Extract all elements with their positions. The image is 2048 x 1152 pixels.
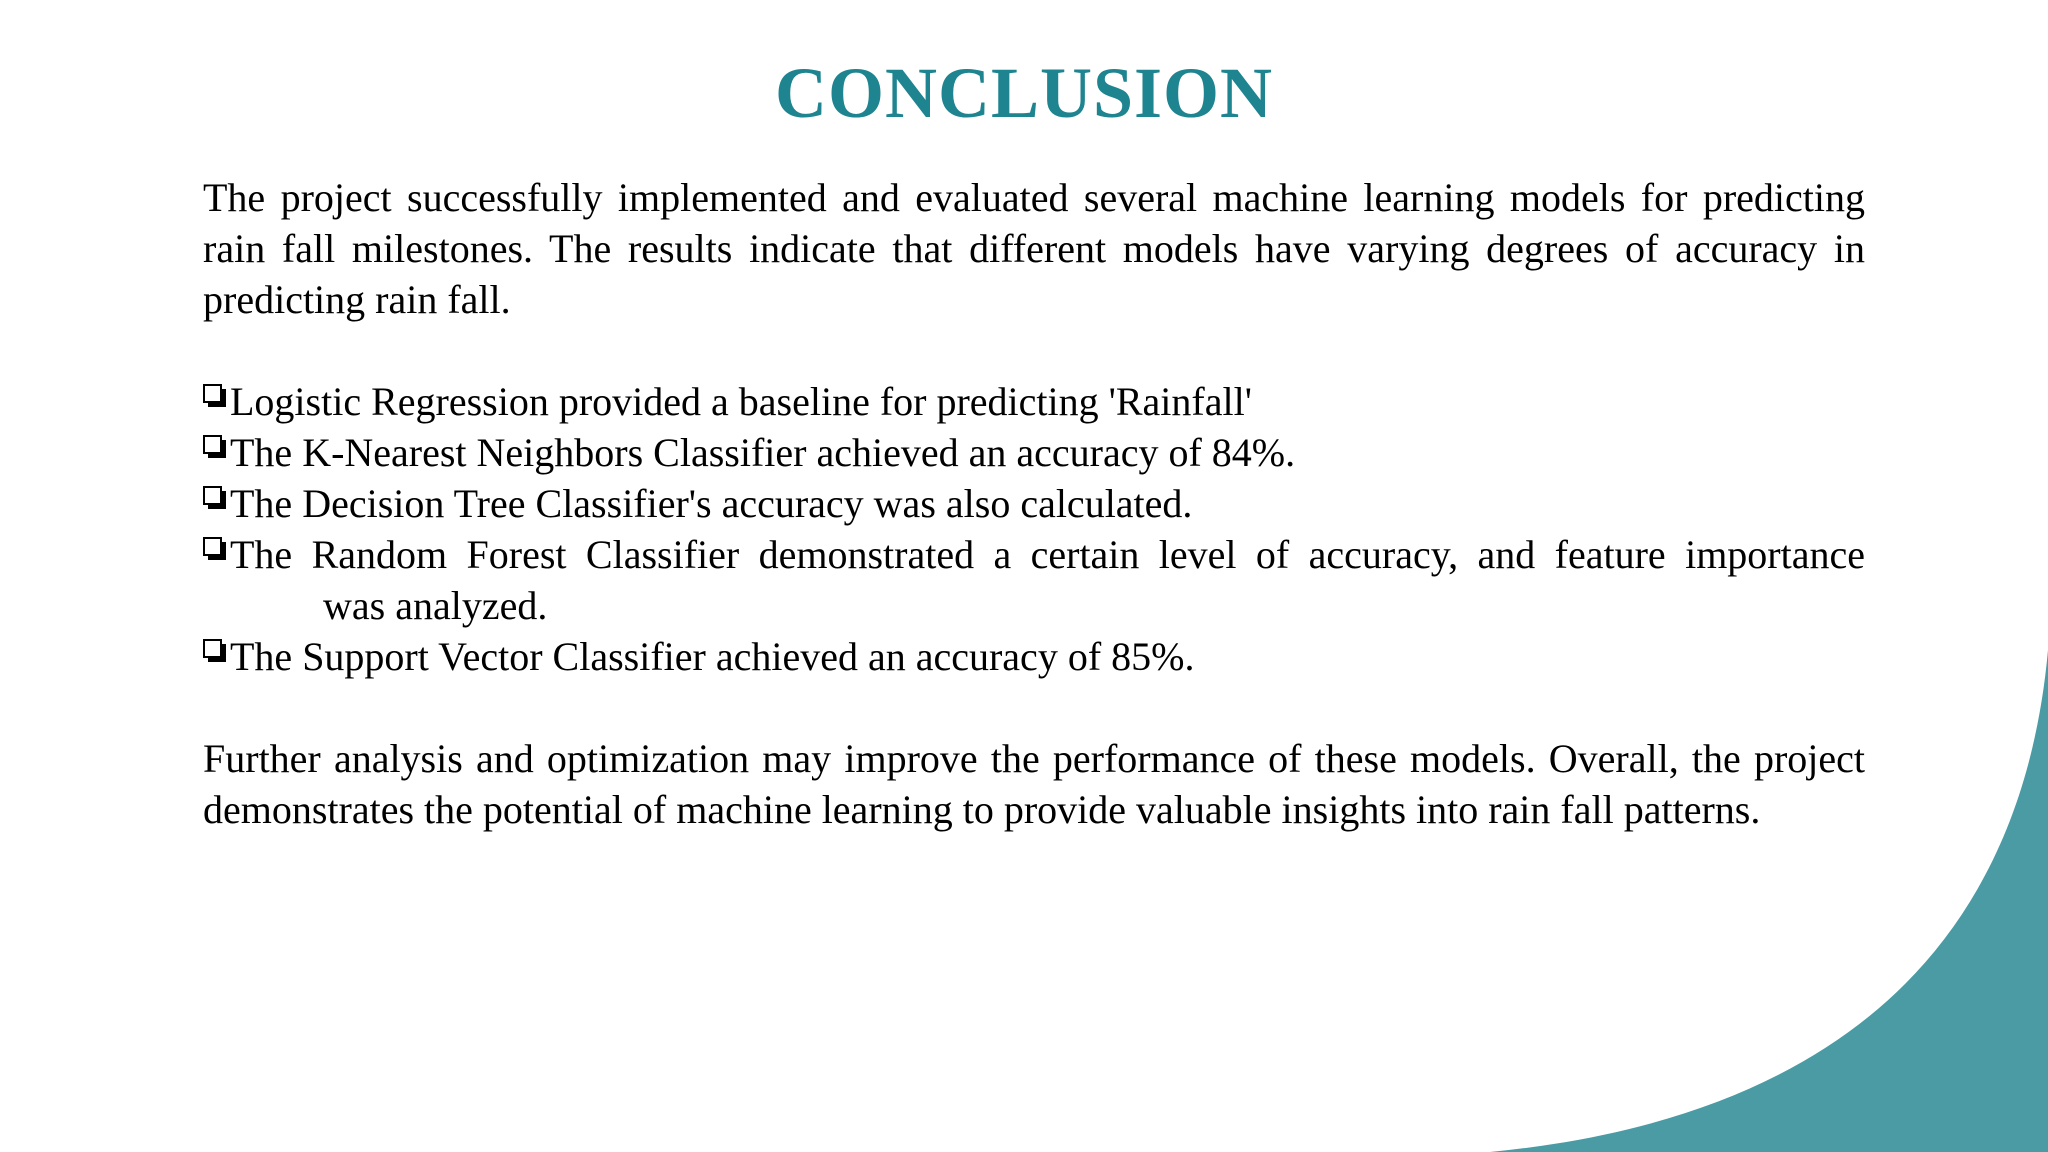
- bullet-text: Logistic Regression provided a baseline for predicting 'Rainfall': [230, 379, 1252, 424]
- bullet-item: [203, 631, 1865, 682]
- checkbox-icon: [203, 537, 226, 560]
- bullet-text: The Support Vector Classifier achieved an accuracy of 85%.: [230, 634, 1195, 679]
- closing-paragraph: Further analysis and optimization may improve the performance of these models. Overall, the project demonstrates the potential of machine learning to provide valuable insights into rain fall patterns.: [203, 736, 1865, 832]
- bullet-text: The Random Forest Classifier demonstrated a certain level of accuracy, and feature importance: [230, 532, 1865, 577]
- spacer: [203, 682, 1865, 733]
- checkbox-icon: [203, 384, 226, 407]
- intro-paragraph: The project successfully implemented and evaluated several machine learning models for predicting rain fall milestones. The results indicate that different models have varying degrees of accuracy in predicting rain fall.: [203, 175, 1865, 322]
- bullet-item: [203, 478, 1865, 529]
- bullet-text-continued: was analyzed.: [323, 583, 548, 628]
- checkbox-icon: [203, 435, 226, 458]
- content-body: [203, 172, 1865, 835]
- bullet-text: The K-Nearest Neighbors Classifier achieved an accuracy of 84%.: [230, 430, 1296, 475]
- bullet-text: The Decision Tree Classifier's accuracy was also calculated.: [230, 481, 1193, 526]
- bullet-item: [203, 376, 1865, 427]
- bullet-list: [203, 376, 1865, 682]
- spacer: [203, 325, 1865, 376]
- checkbox-icon: [203, 639, 226, 662]
- checkbox-icon: [203, 486, 226, 509]
- bullet-item: [203, 427, 1865, 478]
- page-title: CONCLUSION: [774, 53, 1274, 133]
- bullet-item: [203, 529, 1865, 631]
